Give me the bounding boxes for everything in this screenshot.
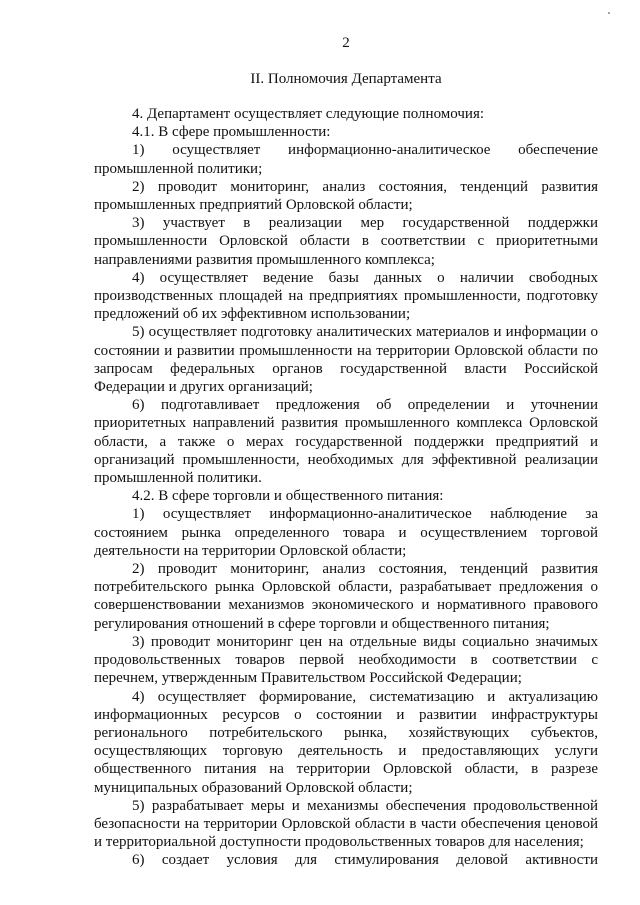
- page-number: 2: [342, 35, 350, 51]
- paragraph-industry-6: 6) подготавливает предложения об определении и уточнении приоритетных направлений развития промышленного комплекса Орловской области, а также о мерах государственной поддержки предприятий и организаций промышленности, необходимых для эффективной реализации промышленной политики.: [94, 397, 598, 487]
- paragraph-trade-6: 6) создает условия для стимулирования деловой активности: [132, 852, 598, 869]
- section-title: II. Полномочия Департамента: [250, 71, 442, 87]
- paragraph-industry-2: 2) проводит мониторинг, анализ состояния, тенденций развития промышленных предприятий Орловской области;: [94, 178, 598, 214]
- paragraph-trade-3: 3) проводит мониторинг цен на отдельные виды социально значимых продовольственных товаров первой необходимости в соответствии с перечнем, утвержденным Правительством Российской Федерации;: [94, 633, 598, 687]
- paragraph-trade-heading: 4.2. В сфере торговли и общественного питания:: [132, 488, 444, 505]
- paragraph-industry-heading: 4.1. В сфере промышленности:: [132, 124, 331, 141]
- paragraph-industry-5: 5) осуществляет подготовку аналитических материалов и информации о состоянии и развитии промышленности на территории Орловской области по запросам федеральных органов государственной власти Российской Федерации и других организаций;: [94, 324, 598, 396]
- document-body: [94, 105, 598, 870]
- paragraph-trade-5: 5) разрабатывает меры и механизмы обеспечения продовольственной безопасности на территории Орловской области в части обеспечения ценовой и территориальной доступности продовольственных товаров для населения;: [94, 797, 598, 851]
- paragraph-trade-4: 4) осуществляет формирование, систематизацию и актуализацию информационных ресурсов о состоянии и развитии инфраструктуры регионального потребительского рынка, хозяйствующих субъектов, осуществляющих торговую деятельность и предоставляющих услуги общественного питания на территории Орловской области, в разрезе муниципальных образований Орловской области;: [94, 688, 598, 796]
- paragraph-industry-3: 3) участвует в реализации мер государственной поддержки промышленности Орловской области в соответствии с приоритетными направлениями развития промышленного комплекса;: [94, 215, 598, 268]
- scan-speck: [608, 12, 610, 14]
- paragraph-powers-intro: 4. Департамент осуществляет следующие полномочия:: [132, 106, 485, 122]
- paragraph-industry-1: 1) осуществляет информационно-аналитическое обеспечение промышленной политики;: [94, 142, 598, 177]
- paragraph-industry-4: 4) осуществляет ведение базы данных о наличии свободных производственных площадей на предприятиях промышленности, подготовку предложений об их эффективном использовании;: [94, 269, 598, 323]
- paragraph-trade-1: 1) осуществляет информационно-аналитическое наблюдение за состоянием рынка определенного товара и осуществлением торговой деятельности на территории Орловской области;: [94, 506, 598, 559]
- paragraph-trade-2: 2) проводит мониторинг, анализ состояния, тенденций развития потребительского рынка Орловской области, разрабатывает предложения о совершенствовании механизмов экономического и нормативного правового регулирования отношений в сфере торговли и общественного питания;: [94, 561, 598, 632]
